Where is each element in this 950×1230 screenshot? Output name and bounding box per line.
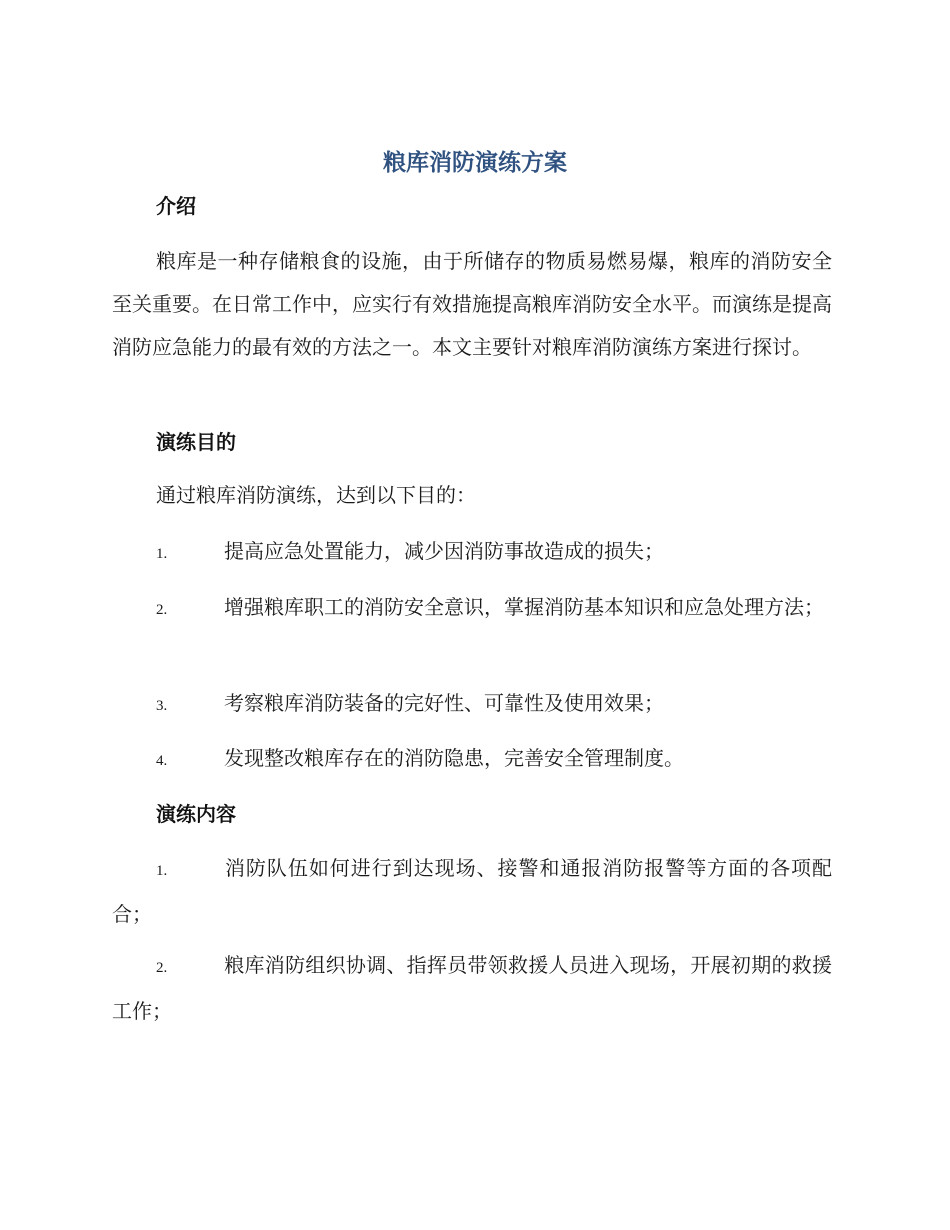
content-list-item <box>112 847 832 936</box>
list-number: 1. <box>156 863 168 879</box>
section-heading-purpose: 演练目的 <box>156 430 236 454</box>
list-item-text: 考察粮库消防装备的完好性、可靠性及使用效果； <box>224 691 664 715</box>
purpose-list-item <box>112 737 832 783</box>
list-number: 4. <box>156 753 168 769</box>
content-list-item <box>112 944 832 1033</box>
document-title: 粮库消防演练方案 <box>383 150 567 176</box>
purpose-list-item <box>112 586 832 632</box>
list-item-text: 提高应急处置能力，减少因消防事故造成的损失； <box>224 539 664 563</box>
section-heading-intro: 介绍 <box>156 194 196 218</box>
list-item-text: 消防队伍如何进行到达现场、接警和通报消防报警等方面的各项配合； <box>112 856 832 926</box>
purpose-list-item <box>112 682 832 728</box>
list-item-text: 发现整改粮库存在的消防隐患，完善安全管理制度。 <box>224 746 684 770</box>
purpose-list-item <box>112 530 832 576</box>
list-item-text: 增强粮库职工的消防安全意识，掌握消防基本知识和应急处理方法； <box>224 595 824 619</box>
intro-paragraph: 粮库是一种存储粮食的设施，由于所储存的物质易燃易爆，粮库的消防安全至关重要。在日常工作中，应实行有效措施提高粮库消防安全水平。而演练是提高消防应急能力的最有效的方法之一。本文主要针对粮库消防演练方案进行探讨。 <box>112 249 832 359</box>
list-item-text: 粮库消防组织协调、指挥员带领救援人员进入现场，开展初期的救援工作； <box>112 953 832 1023</box>
purpose-intro: 通过粮库消防演练，达到以下目的： <box>156 483 476 507</box>
list-number: 1. <box>156 546 168 562</box>
list-number: 3. <box>156 698 168 714</box>
section-heading-content: 演练内容 <box>156 802 236 826</box>
list-number: 2. <box>156 602 168 618</box>
list-number: 2. <box>156 960 168 976</box>
